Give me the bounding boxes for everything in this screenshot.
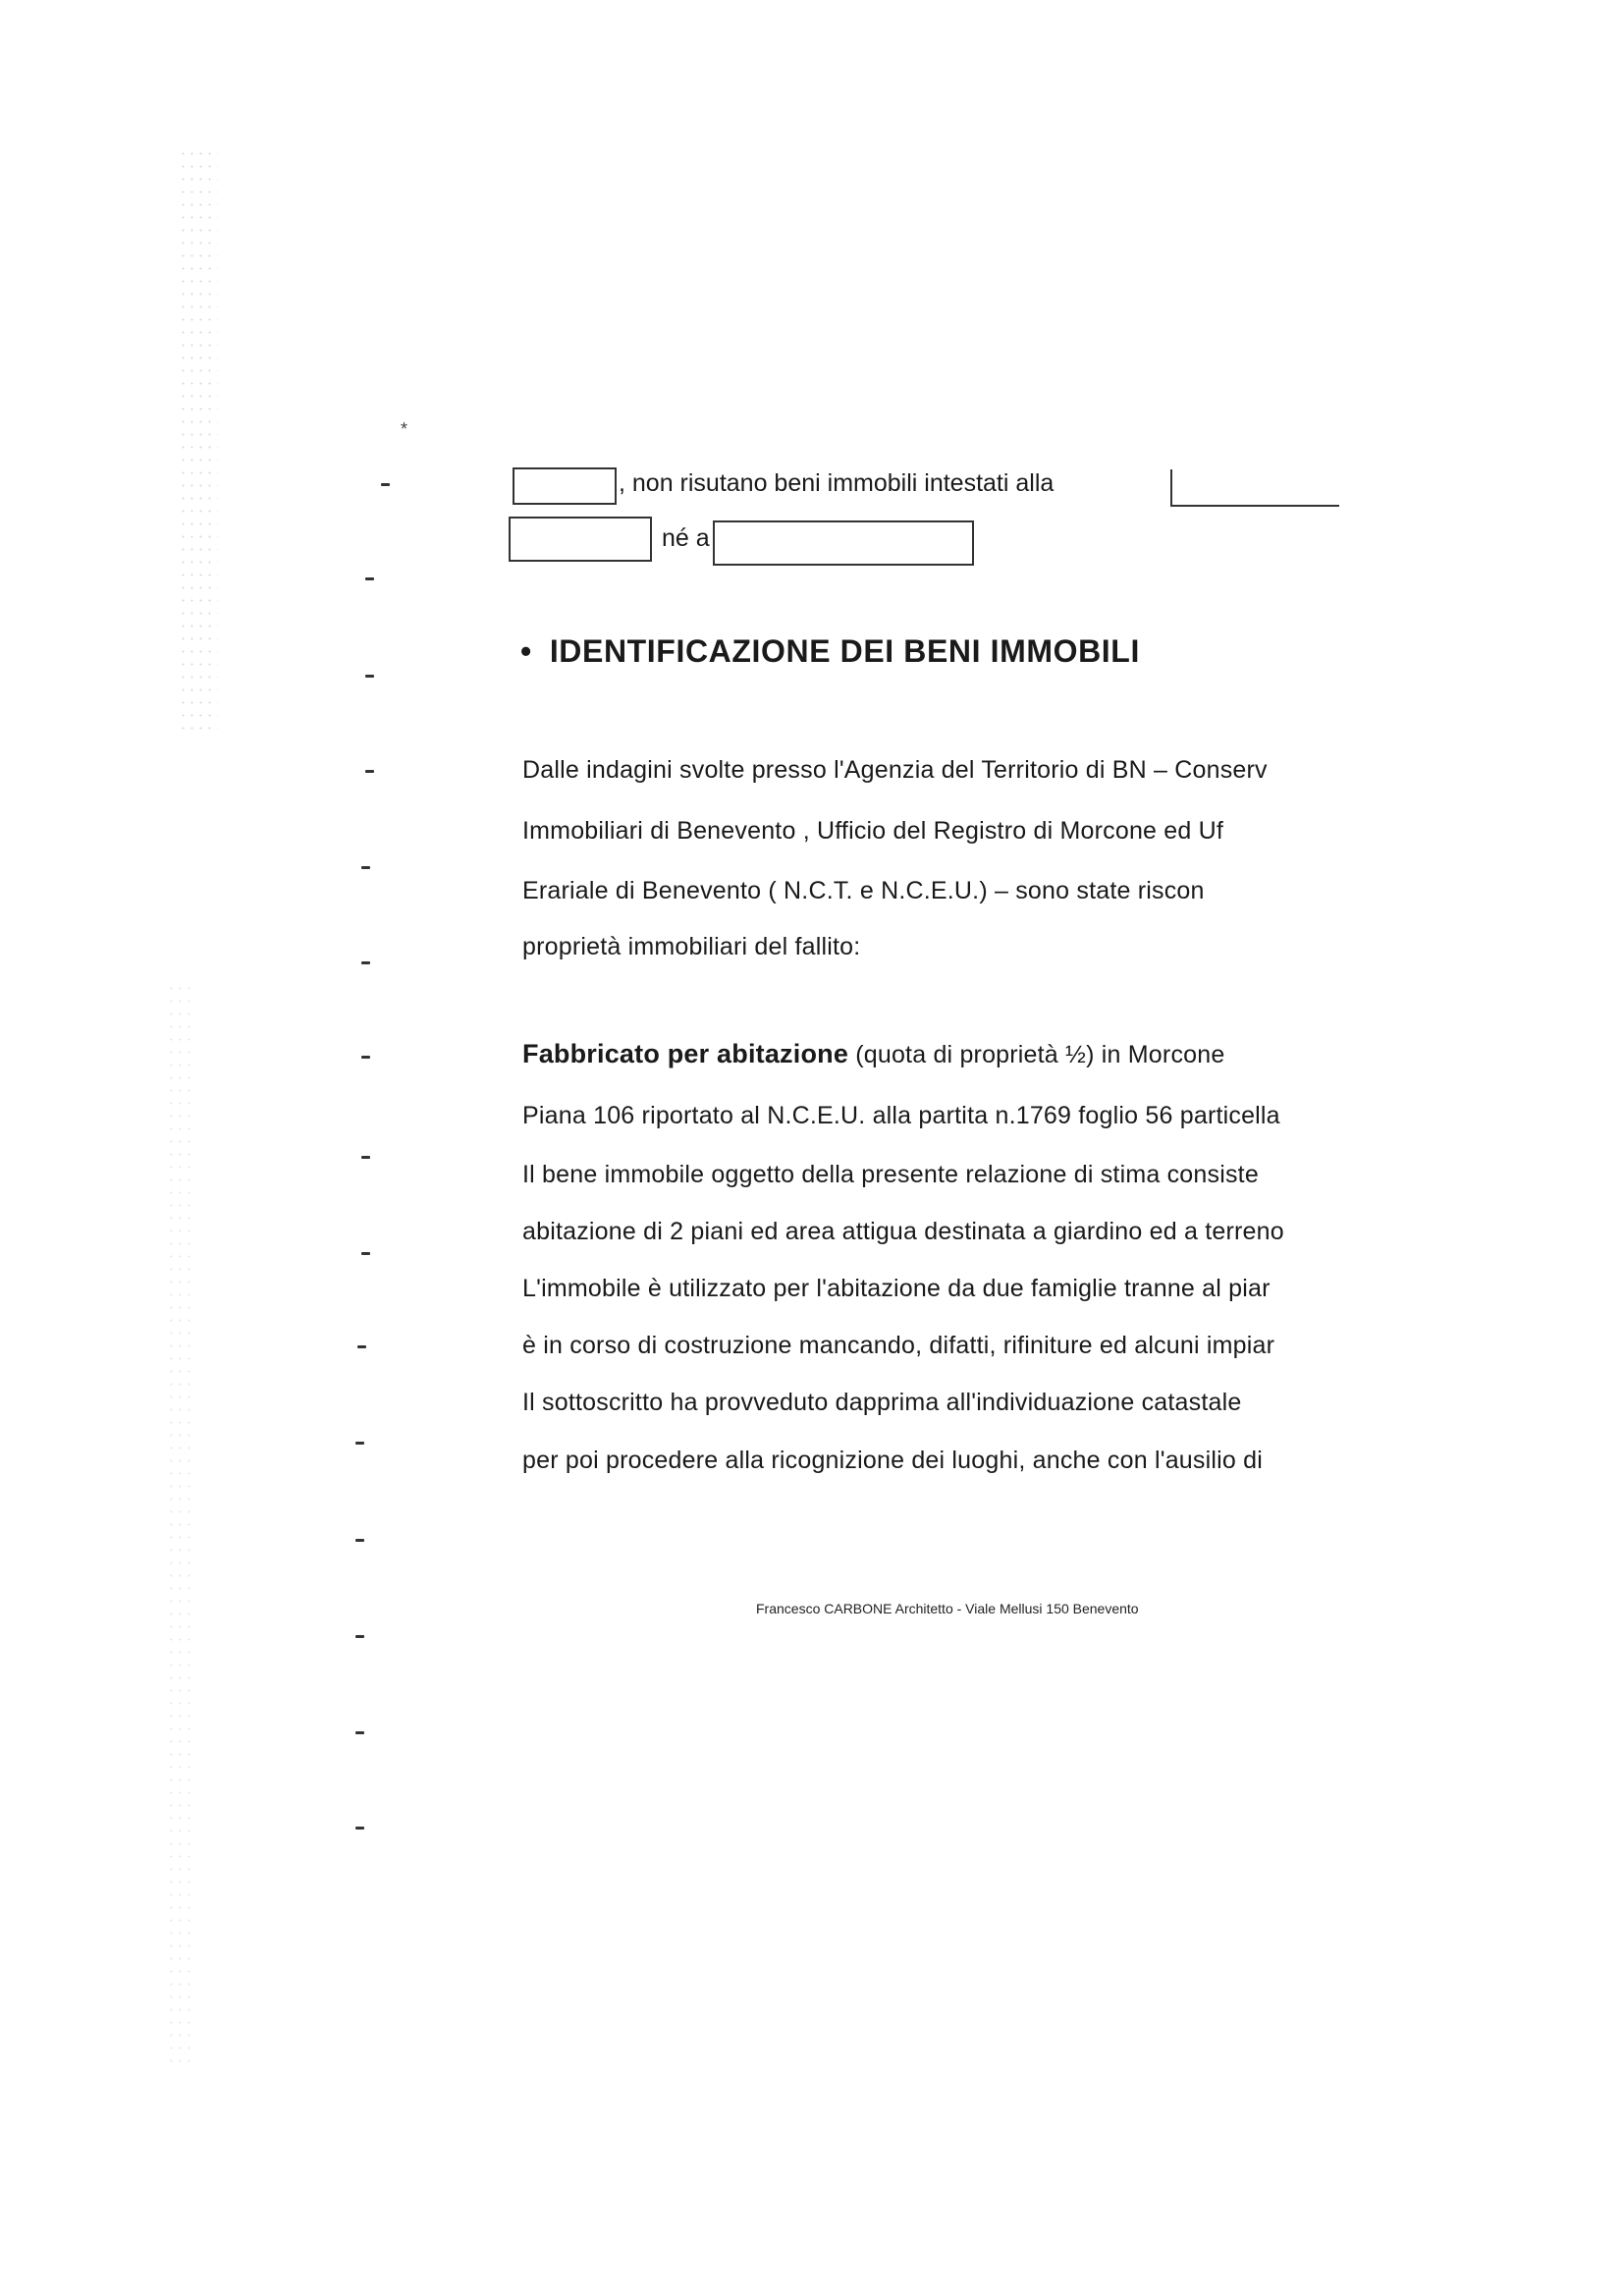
margin-mark xyxy=(355,1539,364,1542)
page-footer: Francesco CARBONE Architetto - Viale Mellusi 150 Benevento xyxy=(756,1601,1139,1616)
bullet-icon: • xyxy=(520,633,532,669)
paragraph-line: L'immobile è utilizzato per l'abitazione da due famiglie tranne al piar xyxy=(522,1275,1271,1302)
margin-mark xyxy=(361,961,370,964)
section-heading-text: IDENTIFICAZIONE DEI BENI IMMOBILI xyxy=(549,633,1140,669)
paragraph-line: proprietà immobiliari del fallito: xyxy=(522,933,861,960)
margin-mark xyxy=(361,1156,370,1159)
redaction-box xyxy=(1170,469,1339,507)
paragraph-line: è in corso di costruzione mancando, difatti, rifiniture ed alcuni impiar xyxy=(522,1332,1275,1359)
margin-mark xyxy=(365,770,374,773)
paragraph-line: per poi procedere alla ricognizione dei luoghi, anche con l'ausilio di xyxy=(522,1447,1263,1474)
margin-mark xyxy=(355,1635,364,1638)
property-title: Fabbricato per abitazione xyxy=(522,1039,849,1068)
margin-mark xyxy=(355,1442,364,1445)
property-title-rest: (quota di proprietà ½) in Morcone xyxy=(848,1041,1225,1068)
redaction-box xyxy=(513,467,617,505)
scan-noise xyxy=(167,982,196,2062)
scan-noise xyxy=(179,147,218,737)
paragraph-line: Immobiliari di Benevento , Ufficio del Registro di Morcone ed Uf xyxy=(522,817,1224,845)
section-heading xyxy=(520,633,1140,670)
paragraph-line: Dalle indagini svolte presso l'Agenzia del Territorio di BN – Conserv xyxy=(522,756,1268,784)
paragraph-line: Il bene immobile oggetto della presente relazione di stima consiste xyxy=(522,1161,1259,1188)
paragraph-line: Il sottoscritto ha provveduto dapprima all'individuazione catastale xyxy=(522,1389,1242,1416)
margin-mark xyxy=(357,1345,366,1348)
redaction-box xyxy=(713,520,974,566)
scan-speck: * xyxy=(401,419,408,439)
margin-mark xyxy=(361,866,370,869)
margin-mark xyxy=(355,1731,364,1734)
paragraph-line: Piana 106 riportato al N.C.E.U. alla partita n.1769 foglio 56 particella xyxy=(522,1102,1280,1129)
margin-mark xyxy=(361,1252,370,1255)
paragraph-line xyxy=(522,1039,1337,1069)
margin-mark xyxy=(365,577,374,580)
paragraph-line: abitazione di 2 piani ed area attigua destinata a giardino ed a terreno xyxy=(522,1218,1284,1245)
margin-mark xyxy=(361,1056,370,1059)
intro-line-1: , non risutano beni immobili intestati alla xyxy=(619,469,1055,497)
paragraph-line: Erariale di Benevento ( N.C.T. e N.C.E.U.) – sono state riscon xyxy=(522,877,1205,904)
intro-line-2: né a xyxy=(662,524,710,552)
margin-mark xyxy=(355,1827,364,1830)
margin-mark xyxy=(365,675,374,678)
redaction-box xyxy=(509,517,652,562)
margin-mark xyxy=(381,483,390,486)
